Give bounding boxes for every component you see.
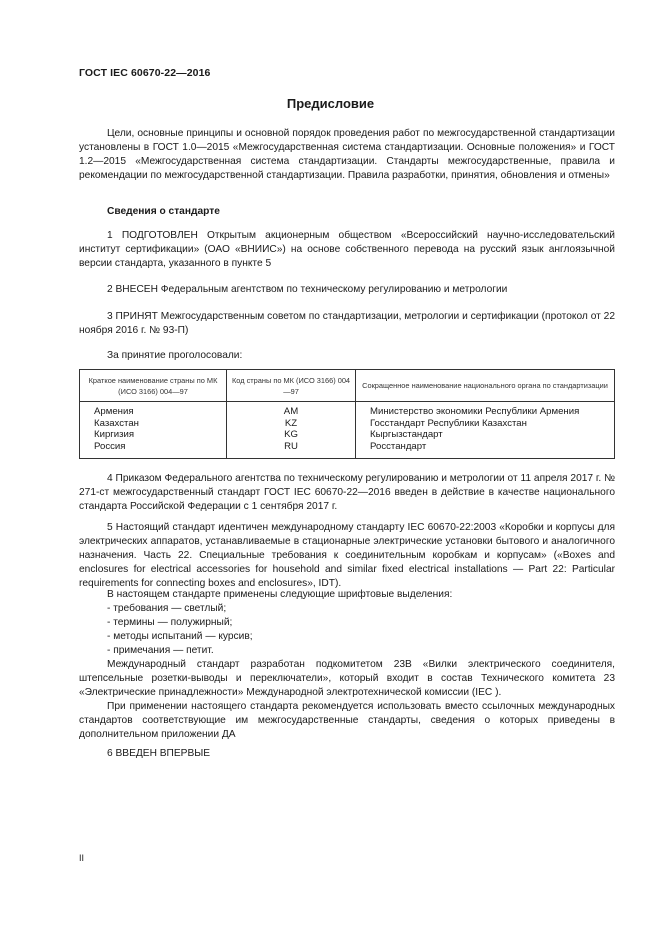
table-cell: Министерство экономики Республики Армения bbox=[370, 406, 580, 417]
table-cell: Киргизия bbox=[94, 429, 135, 440]
fonts-intro: В настоящем стандарте применены следующие шрифтовые выделения: bbox=[107, 589, 453, 600]
item-1-paragraph: 1 ПОДГОТОВЛЕН Открытым акционерным обществом «Всероссийский научно-исследовательский институт сертификации» (ОАО «ВНИИС») на основе собственного перевода на русский язык англоязычной версии стандарта, указанного в пункте 5 bbox=[79, 230, 615, 269]
code-column bbox=[227, 402, 356, 459]
table-cell: AM bbox=[283, 406, 299, 417]
table-cell: RU bbox=[284, 440, 298, 452]
table-cell: Казахстан bbox=[94, 417, 139, 429]
developed-paragraph: Международный стандарт разработан подкомитетом 23В «Вилки электрического соединителя, штепсельные розетки-выводы и переключатели», который входит в состав Технического комитета 23 «Электрические принадлежности» Международной электротехнической комиссии (IEC ). bbox=[79, 659, 615, 698]
page-number: II bbox=[79, 853, 85, 863]
table-header-country: Краткое наименование страны по МК (ИСО 3166) 004—97 bbox=[80, 370, 227, 402]
list-item: - требования — светлый; bbox=[107, 603, 227, 614]
list-item: - примечания — петит. bbox=[107, 645, 214, 656]
table-header-body: Сокращенное наименование национального органа по стандартизации bbox=[356, 370, 615, 402]
voted-label: За принятие проголосовали: bbox=[107, 350, 243, 361]
table-cell: Госстандарт Республики Казахстан bbox=[370, 417, 527, 429]
country-column bbox=[80, 402, 227, 459]
list-item: - методы испытаний — курсив; bbox=[107, 631, 253, 642]
table-cell: Россия bbox=[94, 440, 126, 452]
application-paragraph: При применении настоящего стандарта рекомендуется использовать вместо ссылочных международных стандартов соответствующие им межгосударственные стандарты, сведения о которых приведены в дополнительном приложении ДА bbox=[79, 701, 615, 740]
body-column bbox=[356, 402, 615, 459]
page-title: Предисловие bbox=[286, 96, 375, 111]
list-item: - термины — полужирный; bbox=[107, 617, 233, 628]
item-3-paragraph: 3 ПРИНЯТ Межгосударственным советом по стандартизации, метрологии и сертификации (протокол от 22 ноября 2016 г. № 93-П) bbox=[79, 311, 615, 336]
item-5-paragraph: 5 Настоящий стандарт идентичен международному стандарту IEC 60670-22:2003 «Коробки и корпусы для электрических аппаратов, устанавливаемые в стационарные электрические установки бытового и аналогичного назначения. Часть 22. Специальные требования к соединительным коробкам и корпусам» («Boxes and enclosures for electrical accessories for household and similar fixed electrical installations — Part 22: Particular requirements for connecting boxes and enclosures», IDT). bbox=[79, 522, 615, 589]
document-header: ГОСТ IEC 60670-22—2016 bbox=[79, 67, 211, 79]
table-cell: Росстандарт bbox=[370, 440, 427, 452]
item-6-paragraph: 6 ВВЕДЕН ВПЕРВЫЕ bbox=[107, 748, 211, 759]
table-cell: Кыргызстандарт bbox=[370, 429, 443, 440]
table-cell: KZ bbox=[284, 417, 298, 429]
item-2-paragraph: 2 ВНЕСЕН Федеральным агентством по техническому регулированию и метрологии bbox=[107, 284, 508, 295]
table-cell: KG bbox=[284, 429, 298, 440]
table-body-row bbox=[80, 402, 615, 459]
intro-paragraph: Цели, основные принципы и основной порядок проведения работ по межгосударственной стандартизации установлены в ГОСТ 1.0—2015 «Межгосударственная система стандартизации. Основные положения» и ГОСТ 1.2—2015 «Межгосударственная система стандартизации. Стандарты межгосударственные, правила и рекомендации по межгосударственной стандартизации. Правила разработки, принятия, обновления и отмены» bbox=[79, 128, 615, 181]
table-cell: Армения bbox=[94, 406, 134, 417]
item-4-paragraph: 4 Приказом Федерального агентства по техническому регулированию и метрологии от 11 апреля 2017 г. № 271-ст межгосударственный стандарт ГОСТ IEC 60670-22—2016 введен в действие в качестве национального стандарта Российской Федерации с 1 сентября 2017 г. bbox=[79, 473, 615, 512]
section-heading: Сведения о стандарте bbox=[107, 206, 220, 217]
voting-countries-table bbox=[79, 369, 615, 459]
table-header-code: Код страны по МК (ИСО 3166) 004—97 bbox=[227, 370, 356, 402]
